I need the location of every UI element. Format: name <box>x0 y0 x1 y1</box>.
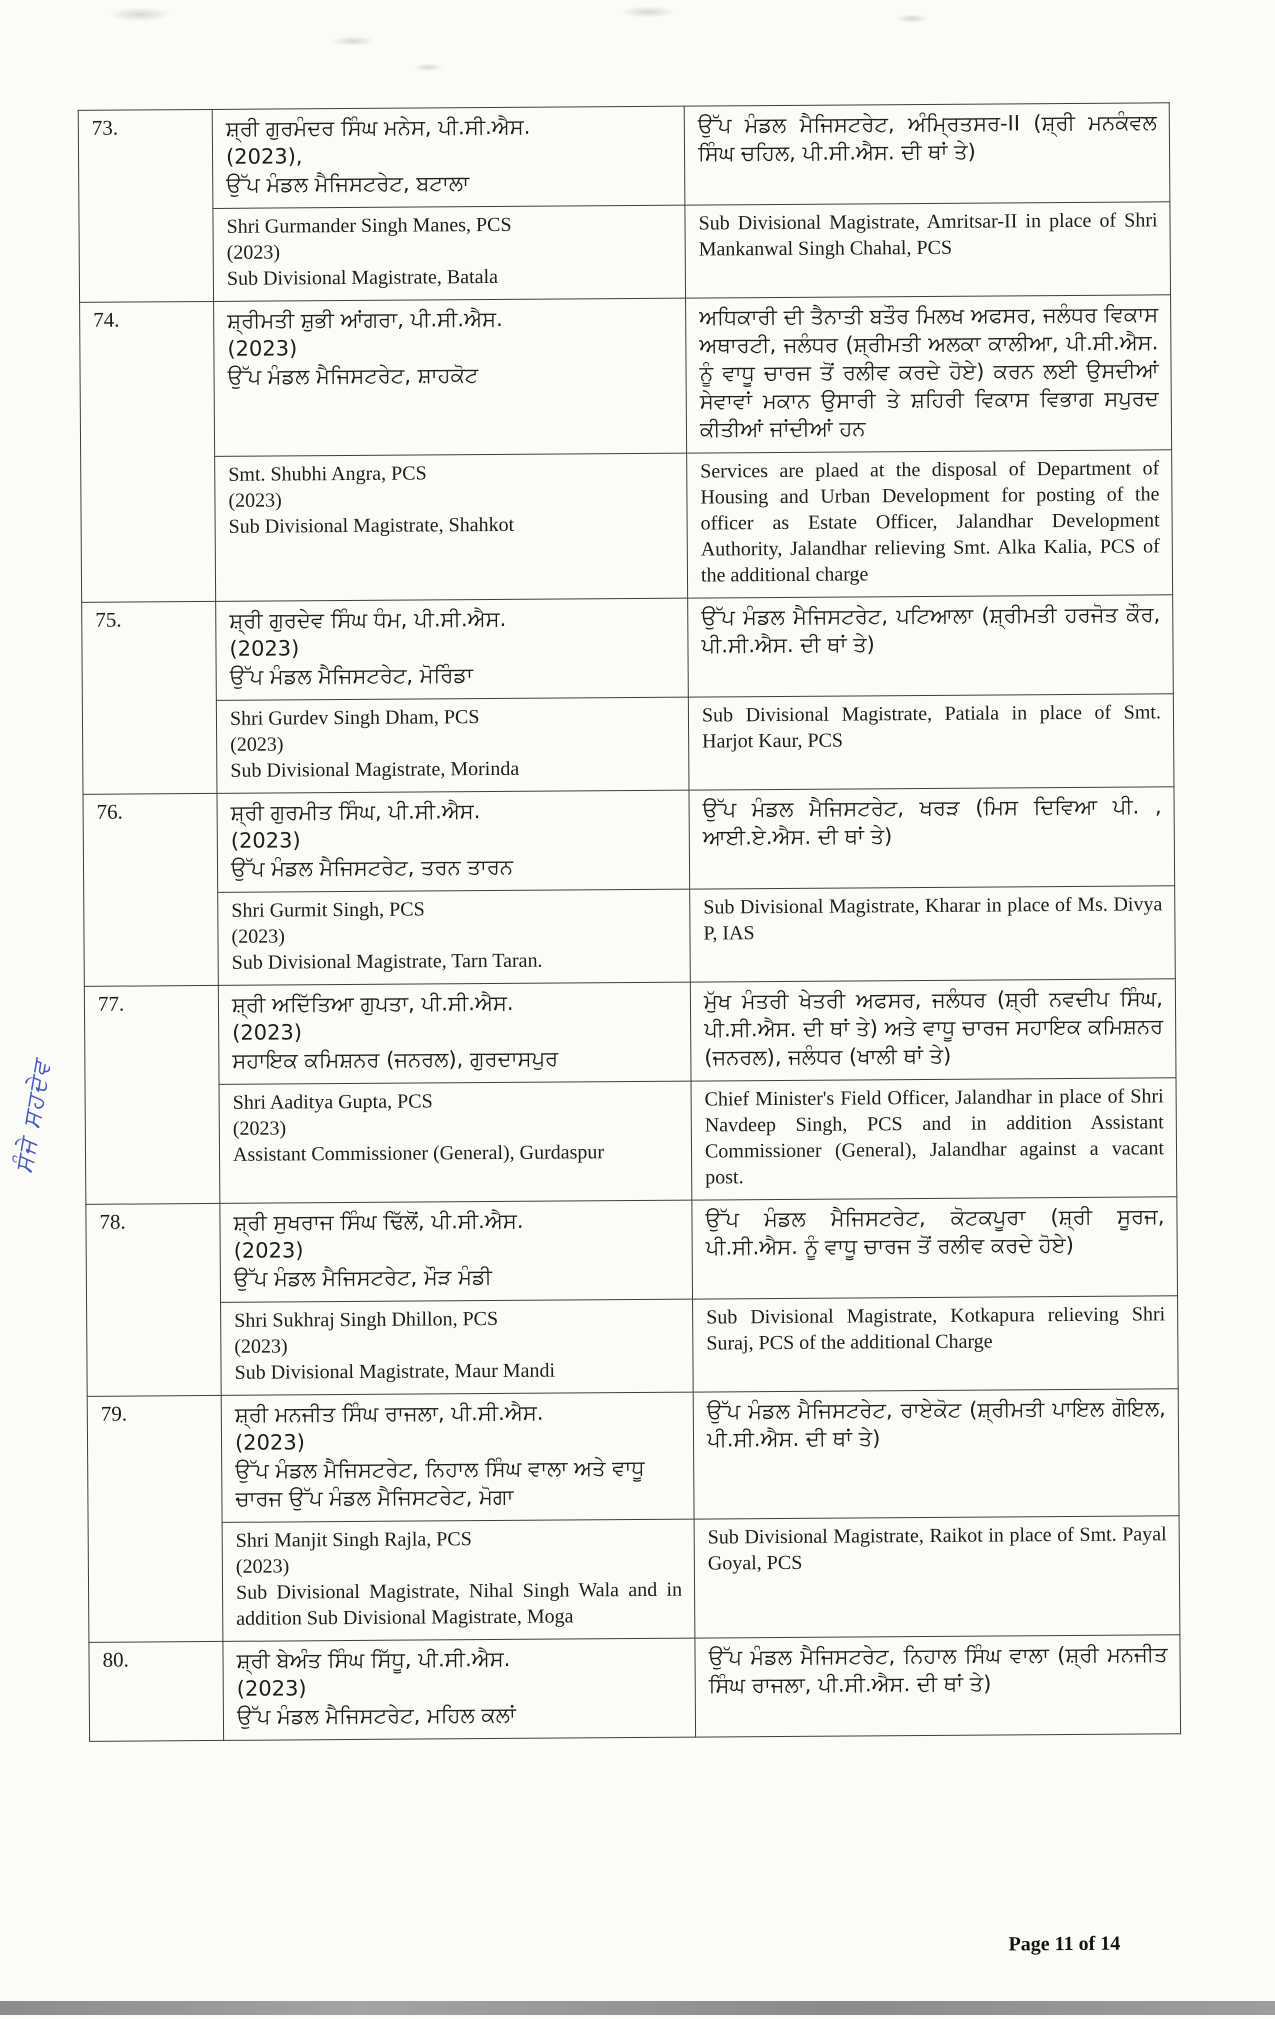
table-body <box>78 103 1180 1742</box>
posting-punjabi-cell: ਉੱਪ ਮੰਡਲ ਮੈਜਿਸਟਰੇਟ, ਰਾਏਕੋਟ (ਸ਼੍ਰੀਮਤੀ ਪਾਇਲ ਗੋਇਲ, ਪੀ.ਸੀ.ਐਸ. ਦੀ ਥਾਂ ਤੇ) <box>693 1389 1179 1519</box>
table-row <box>88 1516 1180 1643</box>
table-row <box>79 202 1171 303</box>
serial-cell: 77. <box>84 985 220 1204</box>
transfer-orders-table <box>78 102 1181 1742</box>
scan-edge-strip <box>0 2001 1275 2015</box>
officer-punjabi-cell: ਸ਼੍ਰੀ ਗੁਰਮੀਤ ਸਿੰਘ, ਪੀ.ਸੀ.ਐਸ. (2023) ਉੱਪ ਮੰਡਲ ਮੈਜਿਸਟਰੇਟ, ਤਰਨ ਤਾਰਨ <box>217 790 690 892</box>
posting-punjabi-cell: ਉੱਪ ਮੰਡਲ ਮੈਜਿਸਟਰੇਟ, ਅੰਮ੍ਰਿਤਸਰ-II (ਸ਼੍ਰੀ ਮਨਕੰਵਲ ਸਿੰਘ ਚਹਿਲ, ਪੀ.ਸੀ.ਐਸ. ਦੀ ਥਾਂ ਤੇ) <box>684 103 1170 205</box>
serial-cell: 74. <box>80 301 216 602</box>
posting-english-cell: Services are plaed at the disposal of Department of Housing and Urban Development for posting of the officer as Estate Officer, Jalandhar Development Authority, Jalandhar relieving Smt. Alka Kalia, PCS of the additional charge <box>687 450 1173 598</box>
table-row <box>84 886 1176 987</box>
officer-punjabi-cell: ਸ਼੍ਰੀਮਤੀ ਸ਼ੁਭੀ ਆਂਗਰਾ, ਪੀ.ਸੀ.ਐਸ. (2023) ਉੱਪ ਮੰਡਲ ਮੈਜਿਸਟਰੇਟ, ਸ਼ਾਹਕੋਟ <box>214 298 687 456</box>
handwritten-signature: ਸੰਜੇ ਸਹਦੇਵ <box>9 1057 57 1176</box>
serial-cell: 80. <box>89 1641 224 1741</box>
page-number: Page 11 of 14 <box>1008 1932 1121 1956</box>
officer-punjabi-cell: ਸ਼੍ਰੀ ਗੁਰਦੇਵ ਸਿੰਘ ਧੰਮ, ਪੀ.ਸੀ.ਐਸ. (2023) ਉੱਪ ਮੰਡਲ ਮੈਜਿਸਟਰੇਟ, ਮੋਰਿੰਡਾ <box>216 598 689 700</box>
table-row <box>86 1197 1178 1304</box>
posting-english-cell: Sub Divisional Magistrate, Kharar in place of Ms. Divya P, IAS <box>690 886 1176 982</box>
posting-punjabi-cell: ਅਧਿਕਾਰੀ ਦੀ ਤੈਨਾਤੀ ਬਤੌਰ ਮਿਲਖ ਅਫਸਰ, ਜਲੰਧਰ ਵਿਕਾਸ ਅਥਾਰਟੀ, ਜਲੰਧਰ (ਸ਼੍ਰੀਮਤੀ ਅਲਕਾ ਕਾਲੀਆ, ਪੀ.ਸੀ.ਐਸ. ਨੂੰ ਵਾਧੂ ਚਾਰਜ ਤੋਂ ਰਲੀਵ ਕਰਦੇ ਹੋਏ) ਕਰਨ ਲਈ ਉਸਦੀਆਂ ਸੇਵਾਵਾਂ ਮਕਾਨ ਉਸਾਰੀ ਤੇ ਸ਼ਹਿਰੀ ਵਿਕਾਸ ਵਿਭਾਗ ਸਪੁਰਦ ਕੀਤੀਆਂ ਜਾਂਦੀਆਂ ਹਨ <box>686 295 1172 453</box>
serial-cell: 76. <box>83 793 218 986</box>
officer-english-cell: Shri Manjit Singh Rajla, PCS (2023) Sub Divisional Magistrate, Nihal Singh Wala and in addition Sub Divisional Magistrate, Moga <box>222 1519 695 1641</box>
officer-punjabi-cell: ਸ਼੍ਰੀ ਗੁਰਮੰਦਰ ਸਿੰਘ ਮਨੇਸ, ਪੀ.ਸੀ.ਐਸ. (2023), ਉੱਪ ਮੰਡਲ ਮੈਜਿਸਟਰੇਟ, ਬਟਾਲਾ <box>212 106 685 208</box>
posting-punjabi-cell: ਉੱਪ ਮੰਡਲ ਮੈਜਿਸਟਰੇਟ, ਨਿਹਾਲ ਸਿੰਘ ਵਾਲਾ (ਸ਼੍ਰੀ ਮਨਜੀਤ ਸਿੰਘ ਰਾਜਲਾ, ਪੀ.ਸੀ.ਐਸ. ਦੀ ਥਾਂ ਤੇ) <box>695 1635 1181 1737</box>
table-row <box>85 1078 1177 1205</box>
table-row <box>82 595 1174 702</box>
table-row <box>81 450 1173 603</box>
officer-english-cell: Shri Gurdev Singh Dham, PCS (2023) Sub Divisional Magistrate, Morinda <box>216 697 689 793</box>
officer-punjabi-cell: ਸ਼੍ਰੀ ਅਦਿੱਤਿਆ ਗੁਪਤਾ, ਪੀ.ਸੀ.ਐਸ. (2023) ਸਹਾਇਕ ਕਮਿਸ਼ਨਰ (ਜਨਰਲ), ਗੁਰਦਾਸਪੁਰ <box>218 982 691 1084</box>
table-row <box>80 295 1172 458</box>
posting-punjabi-cell: ਉੱਪ ਮੰਡਲ ਮੈਜਿਸਟਰੇਟ, ਖਰੜ (ਮਿਸ ਦਿਵਿਆ ਪੀ. , ਆਈ.ਏ.ਐਸ. ਦੀ ਥਾਂ ਤੇ) <box>689 787 1175 889</box>
table-row <box>89 1635 1181 1742</box>
posting-english-cell: Sub Divisional Magistrate, Patiala in place of Smt. Harjot Kaur, PCS <box>688 694 1174 790</box>
posting-english-cell: Sub Divisional Magistrate, Kotkapura relieving Shri Suraj, PCS of the additional Charge <box>693 1296 1179 1392</box>
table-row <box>78 103 1170 210</box>
posting-punjabi-cell: ਉੱਪ ਮੰਡਲ ਮੈਜਿਸਟਰੇਟ, ਪਟਿਆਲਾ (ਸ਼੍ਰੀਮਤੀ ਹਰਜੋਤ ਕੌਰ, ਪੀ.ਸੀ.ਐਸ. ਦੀ ਥਾਂ ਤੇ) <box>688 595 1174 697</box>
scan-smudge <box>895 14 929 23</box>
scan-smudge <box>413 63 443 71</box>
scan-smudge <box>331 36 375 46</box>
serial-cell: 79. <box>87 1395 223 1642</box>
posting-punjabi-cell: ਉੱਪ ਮੰਡਲ ਮੈਜਿਸਟਰੇਟ, ਕੋਟਕਪੂਰਾ (ਸ਼੍ਰੀ ਸੂਰਜ, ਪੀ.ਸੀ.ਐਸ. ਨੂੰ ਵਾਧੂ ਚਾਰਜ ਤੋਂ ਰਲੀਵ ਕਰਦੇ ਹੋਏ) <box>692 1197 1178 1299</box>
officer-english-cell: Shri Gurmander Singh Manes, PCS (2023) Sub Divisional Magistrate, Batala <box>213 205 686 301</box>
officer-english-cell: Shri Sukhraj Singh Dhillon, PCS (2023) Sub Divisional Magistrate, Maur Mandi <box>221 1299 694 1395</box>
officer-punjabi-cell: ਸ਼੍ਰੀ ਮਨਜੀਤ ਸਿੰਘ ਰਾਜਲਾ, ਪੀ.ਸੀ.ਐਸ. (2023) ਉੱਪ ਮੰਡਲ ਮੈਜਿਸਟਰੇਟ, ਨਿਹਾਲ ਸਿੰਘ ਵਾਲਾ ਅਤੇ ਵਾਧੂ ਚਾਰਜ ਉੱਪ ਮੰਡਲ ਮੈਜਿਸਟਰੇਟ, ਮੋਗਾ <box>221 1392 694 1522</box>
officer-english-cell: Smt. Shubhi Angra, PCS (2023) Sub Divisional Magistrate, Shahkot <box>215 453 688 601</box>
scan-smudge <box>108 7 172 21</box>
table-row <box>87 1296 1179 1397</box>
table-row <box>82 694 1174 795</box>
table-row <box>83 787 1175 894</box>
officer-punjabi-cell: ਸ਼੍ਰੀ ਸੁਖਰਾਜ ਸਿੰਘ ਢਿੱਲੋਂ, ਪੀ.ਸੀ.ਐਸ. (2023) ਉੱਪ ਮੰਡਲ ਮੈਜਿਸਟਰੇਟ, ਮੌੜ ਮੰਡੀ <box>220 1200 693 1302</box>
serial-cell: 75. <box>82 601 217 794</box>
serial-cell: 73. <box>78 109 213 302</box>
scan-smudge <box>621 6 675 18</box>
table-row <box>84 979 1176 1086</box>
table-row <box>87 1389 1179 1524</box>
officer-punjabi-cell: ਸ਼੍ਰੀ ਬੇਅੰਤ ਸਿੰਘ ਸਿੱਧੂ, ਪੀ.ਸੀ.ਐਸ. (2023) ਉੱਪ ਮੰਡਲ ਮੈਜਿਸਟਰੇਟ, ਮਹਿਲ ਕਲਾਂ <box>223 1638 696 1740</box>
posting-english-cell: Sub Divisional Magistrate, Amritsar-II in place of Shri Mankanwal Singh Chahal, PCS <box>685 202 1171 298</box>
officer-english-cell: Shri Aaditya Gupta, PCS (2023) Assistant Commissioner (General), Gurdaspur <box>219 1081 692 1203</box>
officer-english-cell: Shri Gurmit Singh, PCS (2023) Sub Divisional Magistrate, Tarn Taran. <box>218 889 691 985</box>
posting-english-cell: Sub Divisional Magistrate, Raikot in place of Smt. Payal Goyal, PCS <box>694 1516 1180 1638</box>
posting-punjabi-cell: ਮੁੱਖ ਮੰਤਰੀ ਖੇਤਰੀ ਅਫਸਰ, ਜਲੰਧਰ (ਸ਼੍ਰੀ ਨਵਦੀਪ ਸਿੰਘ, ਪੀ.ਸੀ.ਐਸ. ਦੀ ਥਾਂ ਤੇ) ਅਤੇ ਵਾਧੂ ਚਾਰਜ ਸਹਾਇਕ ਕਮਿਸ਼ਨਰ (ਜਨਰਲ), ਜਲੰਧਰ (ਖਾਲੀ ਥਾਂ ਤੇ) <box>690 979 1176 1081</box>
posting-english-cell: Chief Minister's Field Officer, Jalandhar in place of Shri Navdeep Singh, PCS and in addition Assistant Commissioner (General), Jalandhar against a vacant post. <box>691 1078 1177 1200</box>
serial-cell: 78. <box>86 1203 221 1396</box>
